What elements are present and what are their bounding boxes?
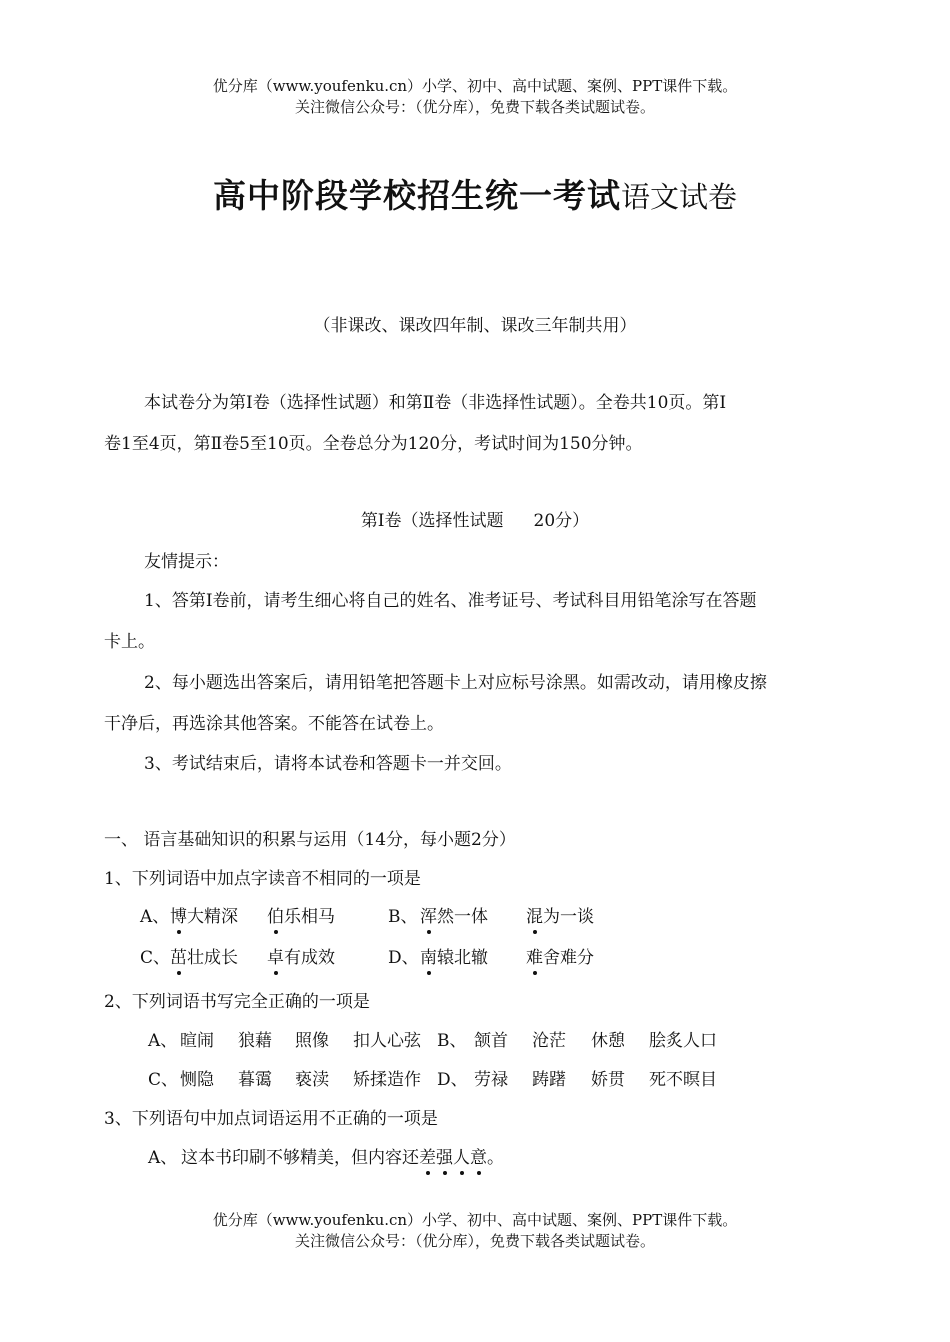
- title-light: 语文试卷: [620, 180, 737, 214]
- q2-option-c-label: C、: [148, 1070, 179, 1090]
- q2-option-d-word-2: 踌躇: [532, 1070, 566, 1090]
- dotted-char: 南: [420, 948, 437, 968]
- section-heading-a: 第Ⅰ卷（选择性试题: [360, 511, 504, 531]
- q2-option-a-word-1: 暄闹: [180, 1031, 214, 1051]
- q2-option-a-word-3: 照像: [295, 1031, 329, 1051]
- q2-option-c-word-2: 暮霭: [238, 1070, 272, 1090]
- q1-option-b-word-2: [526, 905, 594, 929]
- q2-option-b-label: B、: [437, 1031, 467, 1051]
- q1-option-a-word-2: [267, 905, 335, 929]
- q1-option-c-word-1: [170, 946, 238, 970]
- dotted-char: 浑: [420, 907, 437, 927]
- question-2-stem: 2、下列词语书写完全正确的一项是: [104, 992, 370, 1012]
- dotted-char: 卓: [267, 948, 284, 968]
- tip-2-line-1: 2、每小题选出答案后，请用铅笔把答题卡上对应标号涂黑。如需改动，请用橡皮擦: [144, 673, 767, 693]
- question-3-stem: 3、下列语句中加点词语运用不正确的一项是: [104, 1109, 438, 1129]
- word-rest: 然一体: [437, 907, 488, 927]
- question-1-stem: 1、下列词语中加点字读音不相同的一项是: [104, 869, 421, 889]
- q1-option-b-word-1: [420, 905, 488, 929]
- q1-option-a-word-1: [170, 905, 238, 929]
- intro-line-2: 卷1至4页，第Ⅱ卷5至10页。全卷总分为120分，考试时间为150分钟。: [104, 434, 643, 454]
- dotted-char: 差: [419, 1148, 436, 1168]
- q2-option-a-word-2: 狼藉: [238, 1031, 272, 1051]
- q1-option-c-word-2: [267, 946, 335, 970]
- dotted-char: 伯: [267, 907, 284, 927]
- q2-option-d-word-4: 死不暝目: [649, 1070, 717, 1090]
- q2-option-c-word-3: 亵渎: [295, 1070, 329, 1090]
- section-heading: [0, 509, 950, 533]
- page-header: [0, 76, 950, 118]
- tip-1-line-2: 卡上。: [104, 632, 155, 652]
- sentence-before: 这本书印刷不够精美，但内容还: [181, 1148, 419, 1168]
- section-heading-b: 20分）: [533, 511, 590, 531]
- footer-line-2: 关注微信公众号：（优分库），免费下载各类试题试卷。: [294, 1232, 655, 1250]
- q2-option-b-word-2: 沧茫: [532, 1031, 566, 1051]
- q1-option-d-label: D、: [388, 948, 419, 968]
- q1-option-d-word-1: [420, 946, 488, 970]
- q2-option-a-label: A、: [148, 1031, 178, 1051]
- dotted-char: 茁: [170, 948, 187, 968]
- q2-option-d-label: D、: [437, 1070, 468, 1090]
- intro-line-1: 本试卷分为第Ⅰ卷（选择性试题）和第Ⅱ卷（非选择性试题）。全卷共10页。第Ⅰ: [144, 393, 727, 413]
- word-rest: 有成效: [284, 948, 335, 968]
- tip-2-line-2: 干净后，再选涂其他答案。不能答在试卷上。: [104, 714, 444, 734]
- tips-label: 友情提示：: [144, 552, 229, 572]
- q1-option-c-label: C、: [140, 948, 171, 968]
- dotted-char: 意: [470, 1148, 487, 1168]
- page-title: [0, 170, 950, 217]
- footer-line-1: 优分库（www.youfenku.cn）小学、初中、高中试题、案例、PPT课件下载。: [212, 1211, 738, 1229]
- q2-option-b-word-4: 脍炙人口: [649, 1031, 717, 1051]
- part-1-heading: 一、 语言基础知识的积累与运用（14分，每小题2分）: [104, 830, 516, 850]
- q1-option-a-label: A、: [140, 907, 170, 927]
- q2-option-a-word-4: 扣人心弦: [353, 1031, 421, 1051]
- tip-3: 3、考试结束后，请将本试卷和答题卡一并交回。: [144, 754, 512, 774]
- word-rest: 辕北辙: [437, 948, 488, 968]
- subtitle: （非课改、课改四年制、课改三年制共用）: [313, 316, 637, 336]
- q3-option-a-label: A、: [148, 1148, 178, 1168]
- q2-option-b-word-1: 颔首: [474, 1031, 508, 1051]
- word-rest: 乐相马: [284, 907, 335, 927]
- dotted-char: 难: [526, 948, 543, 968]
- tip-1-line-1: 1、答第Ⅰ卷前，请考生细心将自己的姓名、准考证号、考试科目用铅笔涂写在答题: [144, 591, 757, 611]
- q2-option-c-word-4: 矫揉造作: [353, 1070, 421, 1090]
- dotted-char: 强: [436, 1148, 453, 1168]
- title-bold: 高中阶段学校招生统一考试: [212, 176, 621, 215]
- header-line-1: 优分库（www.youfenku.cn）小学、初中、高中试题、案例、PPT课件下载。: [212, 77, 738, 95]
- dotted-char: 混: [526, 907, 543, 927]
- header-line-2: 关注微信公众号：（优分库），免费下载各类试题试卷。: [294, 98, 655, 116]
- q3-option-a-text: [181, 1146, 504, 1170]
- dotted-char: 博: [170, 907, 187, 927]
- sentence-after: 。: [487, 1148, 504, 1168]
- word-rest: 壮成长: [187, 948, 238, 968]
- q2-option-d-word-1: 劳禄: [474, 1070, 508, 1090]
- q2-option-d-word-3: 娇贯: [591, 1070, 625, 1090]
- q2-option-b-word-3: 休憩: [591, 1031, 625, 1051]
- q1-option-b-label: B、: [388, 907, 418, 927]
- page-footer: [0, 1210, 950, 1252]
- word-rest: 大精深: [187, 907, 238, 927]
- dotted-char: 人: [453, 1148, 470, 1168]
- q2-option-c-word-1: 恻隐: [180, 1070, 214, 1090]
- word-rest: 为一谈: [543, 907, 594, 927]
- word-rest: 舍难分: [543, 948, 594, 968]
- q1-option-d-word-2: [526, 946, 594, 970]
